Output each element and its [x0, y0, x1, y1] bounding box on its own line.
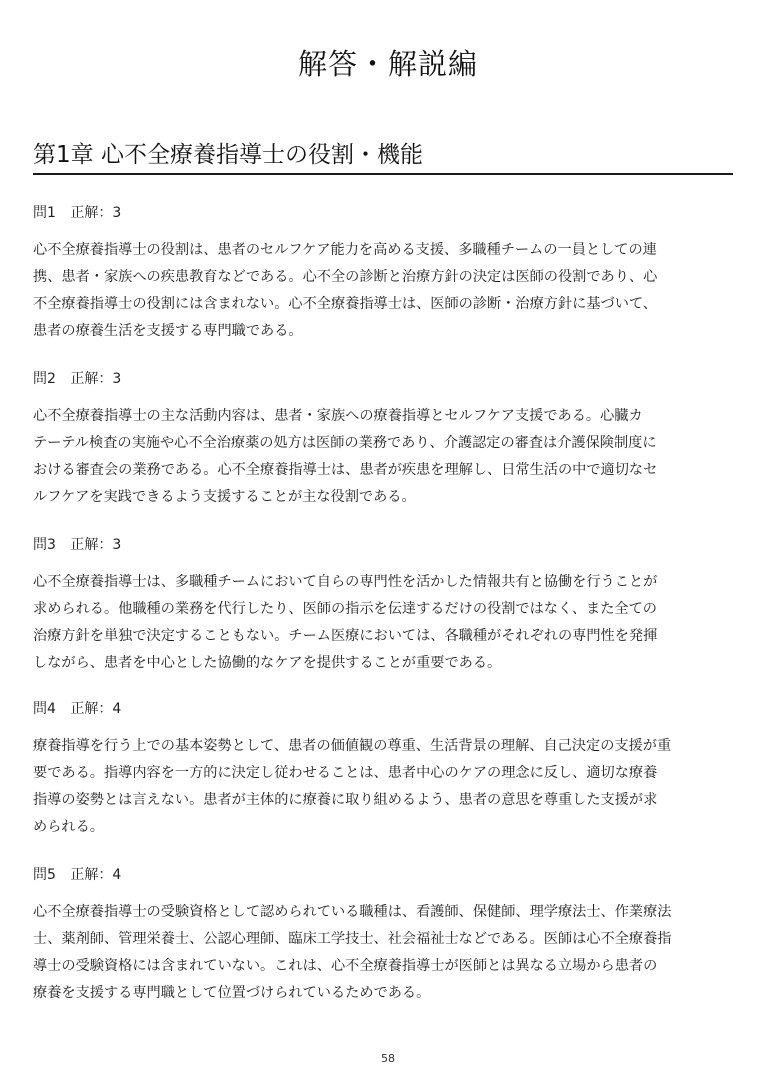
explanation-line: 療養を支援する専門職として位置づけられているためである。	[33, 985, 431, 1001]
correct-answer: 正解：3	[70, 205, 122, 221]
explanation-line: 療養指導を行う上での基本姿勢として、患者の価値観の尊重、生活背景の理解、自己決定の支援が重	[33, 738, 672, 754]
page-title: 解答・解説編	[297, 47, 478, 81]
explanation-line: 心不全療養指導士の役割は、患者のセルフケア能力を高める支援、多職種チームの一員としての連	[33, 242, 657, 258]
question-block-3	[33, 535, 739, 677]
question-number: 問5	[33, 867, 56, 883]
correct-answer: 正解：3	[70, 371, 122, 387]
question-number: 問4	[33, 701, 56, 717]
explanation-text	[33, 899, 739, 1007]
question-block-2	[33, 369, 739, 511]
explanation-text	[33, 237, 739, 345]
correct-answer: 正解：4	[70, 867, 122, 883]
explanation-line: 不全療養指導士の役割には含まれない。心不全療養指導士は、医師の診断・治療方針に基づいて、	[33, 296, 657, 312]
question-block-4	[33, 699, 739, 841]
chapter-divider	[33, 173, 733, 175]
question-block-5	[33, 865, 739, 1007]
question-number: 問2	[33, 371, 56, 387]
explanation-line: 指導の姿勢とは言えない。患者が主体的に療養に取り組めるよう、患者の意思を尊重した支援が求	[33, 792, 658, 808]
explanation-line: テーテル検査の実施や心不全治療薬の処方は医師の業務であり、介護認定の審査は介護保険制度に	[33, 435, 657, 451]
explanation-text	[33, 733, 739, 841]
explanation-line: 心不全療養指導士の受験資格として認められている職種は、看護師、保健師、理学療法士、作業療法	[33, 904, 672, 920]
question-header	[33, 699, 739, 719]
explanation-line: 携、患者・家族への疾患教育などである。心不全の診断と治療方針の決定は医師の役割であり、心	[33, 269, 658, 285]
explanation-line: 心不全療養指導士の主な活動内容は、患者・家族への療養指導とセルフケア支援である。心臓カ	[33, 408, 643, 424]
explanation-text	[33, 403, 739, 511]
explanation-line: 求められる。他職種の業務を代行したり、医師の指示を伝達するだけの役割ではなく、また全ての	[33, 601, 657, 617]
question-header	[33, 369, 739, 389]
explanation-line: 治療方針を単独で決定することもない。チーム医療においては、各職種がそれぞれの専門性を発揮	[33, 628, 658, 644]
page-number: 58	[381, 1052, 395, 1065]
explanation-line: 士、薬剤師、管理栄養士、公認心理師、臨床工学技士、社会福祉士などである。医師は心不全療養指	[33, 931, 672, 947]
question-header	[33, 203, 739, 223]
question-number: 問1	[33, 205, 56, 221]
correct-answer: 正解：3	[70, 537, 122, 553]
explanation-line: められる。	[33, 819, 104, 835]
explanation-line: おける審査会の業務である。心不全療養指導士は、患者が疾患を理解し、日常生活の中で適切なセ	[33, 462, 658, 478]
explanation-line: 患者の療養生活を支援する専門職である。	[33, 323, 303, 339]
explanation-text	[33, 569, 739, 677]
question-block-1	[33, 203, 739, 345]
explanation-line: ルフケアを実践できるよう支援することが主な役割である。	[33, 489, 416, 505]
explanation-line: 導士の受験資格には含まれていない。これは、心不全療養指導士が医師とは異なる立場から患者の	[33, 958, 658, 974]
chapter-heading: 第1章 心不全療養指導士の役割・機能	[33, 142, 423, 168]
correct-answer: 正解：4	[70, 701, 122, 717]
explanation-line: 心不全療養指導士は、多職種チームにおいて自らの専門性を活かした情報共有と協働を行うことが	[33, 574, 658, 590]
explanation-line: 要である。指導内容を一方的に決定し従わせることは、患者中心のケアの理念に反し、適切な療養	[33, 765, 658, 781]
question-header	[33, 535, 739, 555]
explanation-line: しながら、患者を中心とした協働的なケアを提供することが重要である。	[33, 655, 502, 671]
question-header	[33, 865, 739, 885]
question-number: 問3	[33, 537, 56, 553]
